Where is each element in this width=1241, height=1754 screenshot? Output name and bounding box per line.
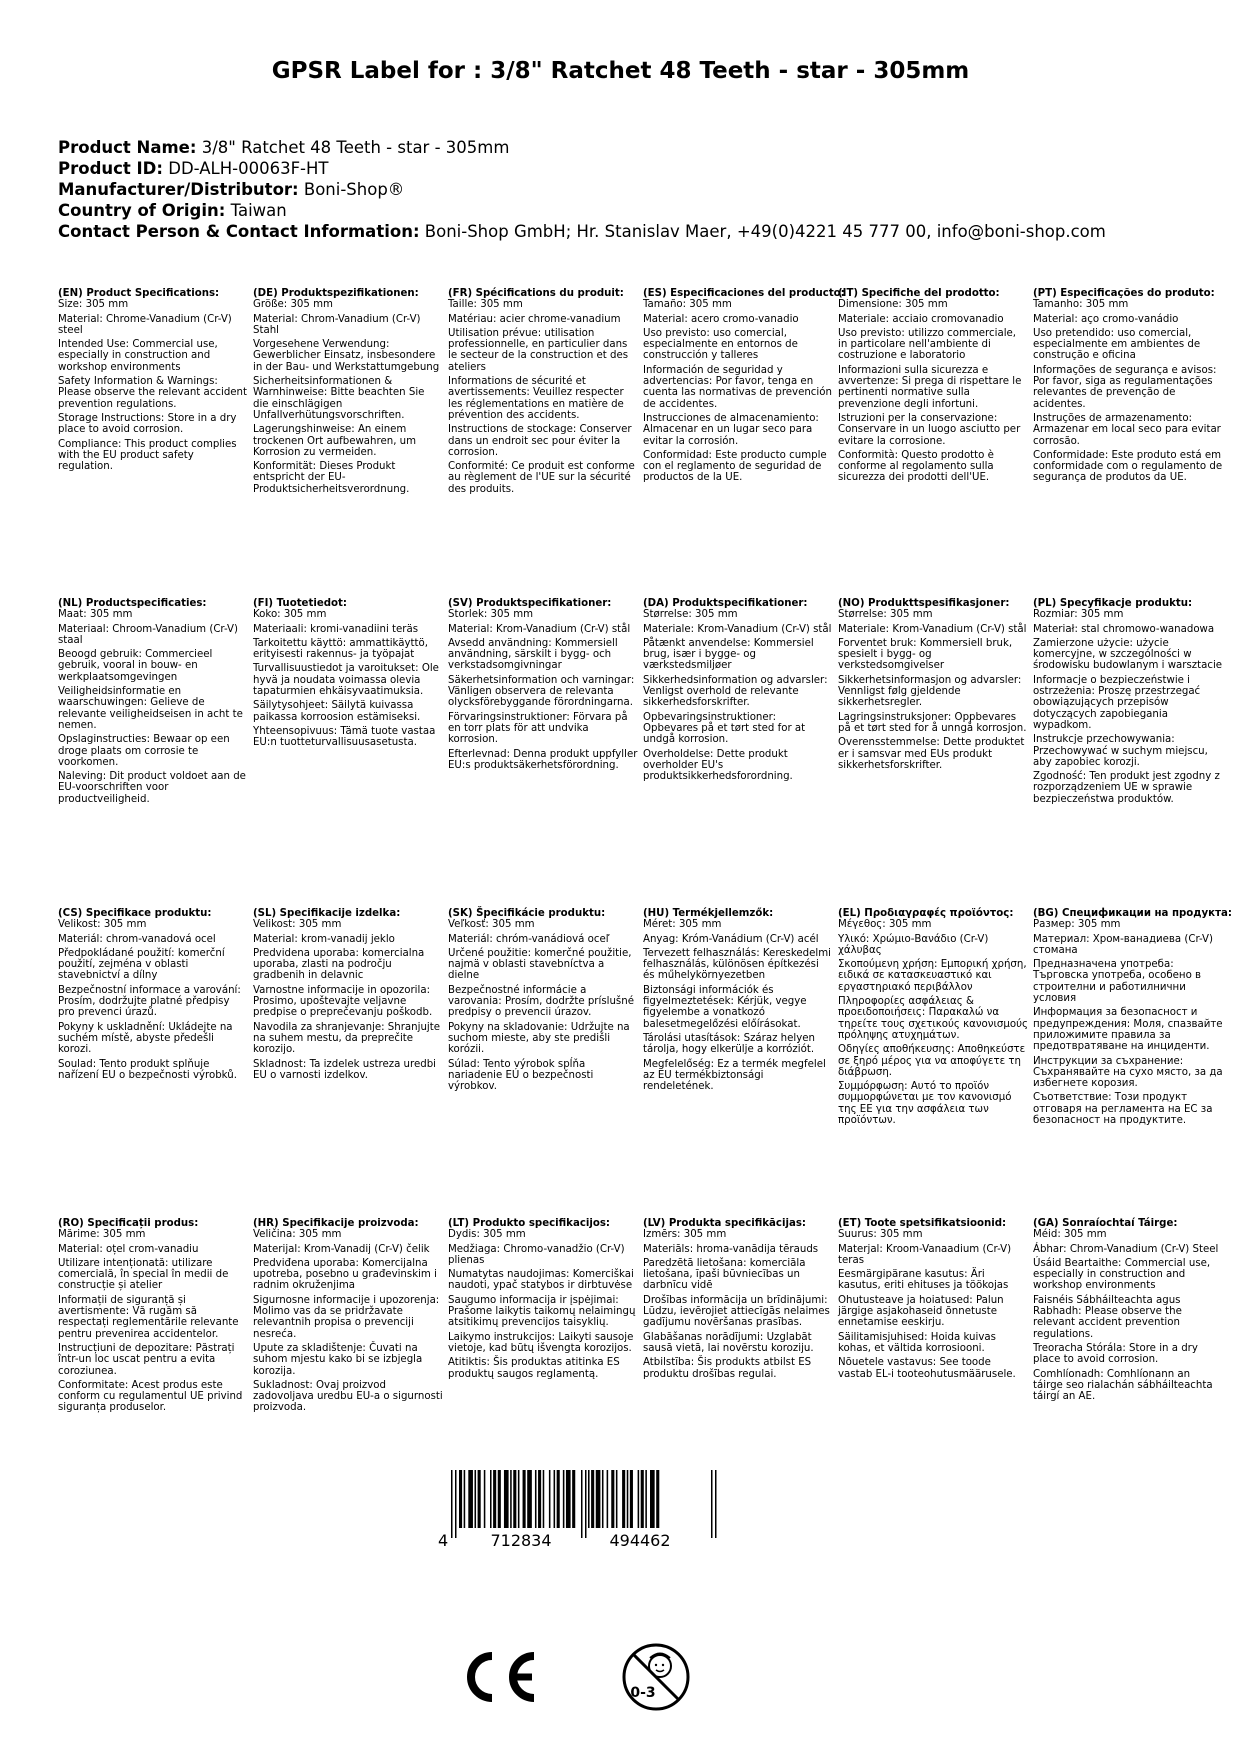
language-spec-line: Informații de siguranță și avertismente: Vă rugăm să respectați reglementările relevante pentru prevenirea accidentelor. [58,1294,239,1340]
language-heading: (LV) Produkta specifikācijas: [643,1218,806,1229]
language-spec-line: Predvidena uporaba: komercialna uporaba, zlasti na področju gradbenih in delavnic [253,947,425,982]
barcode-bar [638,1470,640,1528]
language-spec-line: Størrelse: 305 mm [643,609,738,621]
language-spec-line: Opslaginstructies: Bewaar op een droge plaats om corrosie te voorkomen. [58,734,230,768]
language-spec-line: Safety Information & Warnings: Please observe the relevant accident prevention regulations. [58,376,248,410]
language-heading: (GA) Sonraíochtaí Táirge: [1033,1218,1178,1229]
language-spec-line: Οδηγίες αποθήκευσης: Αποθηκεύστε σε ξηρό μέρος για να αποφύγετε τη διάβρωση. [838,1044,1026,1078]
language-spec-line: Yhteensopivuus: Tämä tuote vastaa EU:n tuotteturvallisuusasetusta. [253,725,436,749]
language-block [58,598,248,808]
language-spec-line: Materiale: acciaio cromovanadio [838,313,1004,325]
language-spec-line: Instrukcje przechowywania: Przechowywać w suchym miejscu, aby zapobiec korozji. [1033,734,1208,768]
language-spec-line: Ábhar: Chrom-Vanadium (Cr-V) Steel [1033,1243,1219,1255]
language-heading: (IT) Specifiche del prodotto: [838,288,1000,299]
language-spec-line: Overensstemmelse: Dette produktet er i samsvar med EUs produkt sikkerhetsforskrifter. [838,737,1025,771]
language-spec-line: Atitiktis: Šis produktas atitinka ES produktų saugos reglamentą. [448,1357,620,1380]
language-spec-line: Tárolási utasítások: Száraz helyen tárolja, hogy elkerülje a korróziót. [643,1032,815,1056]
language-spec-line: Dydis: 305 mm [448,1229,526,1241]
language-spec-line: Material: Krom-Vanadium (Cr-V) stål [448,623,631,635]
manufacturer-label: Manufacturer/Distributor: [58,180,299,199]
language-spec-line: Pokyny na skladovanie: Udržujte na suchom mieste, aby ste predišli korózii. [448,1021,630,1056]
language-spec-line: Instrucțiuni de depozitare: Păstrați într-un loc uscat pentru a evita coroziunea. [58,1342,235,1377]
language-heading: (PL) Specyfikacje produktu: [1033,598,1193,609]
language-block [643,1218,833,1383]
barcode-bar [650,1470,655,1528]
language-block [448,598,638,774]
language-spec-line: Soulad: Tento produkt splňuje nařízení EU o bezpečnosti výrobků. [58,1058,237,1081]
language-spec-line: Material: Chrom-Vanadium (Cr-V) Stahl [253,313,421,336]
language-heading: (EN) Product Specifications: [58,288,220,299]
language-spec-line: Beoogd gebruik: Commercieel gebruik, vooral in bouw- en werkplaatsomgevingen [58,649,213,683]
language-block [1033,288,1223,487]
barcode-bar [490,1470,492,1528]
language-spec-line: Eesmärgipärane kasutus: Äri kasutus, eriti ehituses ja töökojas [838,1269,1009,1292]
language-spec-line: Veličina: 305 mm [253,1229,342,1241]
language-spec-line: Conformità: Questo prodotto è conforme al regolamento sulla sicurezza dei prodotti dell'UE. [838,449,994,484]
barcode-bar [468,1470,473,1528]
barcode-bar [464,1470,466,1528]
language-block [58,1218,248,1417]
language-spec-line: Informations de sécurité et avertissements: Veuillez respecter les réglementations en matière de prévention des accidents. [448,376,624,421]
language-spec-line: Comhlíonadh: Comhlíonann an táirge seo rialachán sábháilteachta táirgí an AE. [1033,1368,1213,1403]
language-spec-line: Sikkerhetsinformasjon og advarsler: Vennligst følg gjeldende sikkerhetsregler. [838,674,1022,709]
language-block [838,598,1028,774]
language-spec-line: Tamaño: 305 mm [643,299,732,311]
barcode [435,1470,735,1550]
language-spec-line: Materjal: Kroom-Vanaadium (Cr-V) teras [838,1243,1012,1266]
language-block [838,288,1028,487]
language-spec-line: Súlad: Tento výrobok spĺňa nariadenie EÚ o bezpečnosti výrobkov. [448,1058,594,1093]
barcode-bar [563,1470,565,1528]
language-spec-line: Predviđena uporaba: Komercijalna upotreba, posebno u građevinskim i radnim okruženjima [253,1257,437,1292]
barcode-bar [518,1470,520,1528]
language-spec-line: Πληροφορίες ασφάλειας & προειδοποιήσεις: Παρακαλώ να τηρείτε τους σχετικούς κανονισμούς πρόληψης ατυχημάτων. [838,996,1028,1041]
barcode-bar [622,1470,625,1528]
barcode-bar [607,1470,609,1528]
language-spec-line: Megfelelőség: Ez a termék megfelel az EU termékbiztonsági rendeletének. [643,1058,826,1093]
language-spec-line: Compliance: This product complies with the EU product safety regulation. [58,438,237,473]
language-heading: (EL) Προδιαγραφές προϊόντος: [838,908,1014,919]
language-spec-line: Avsedd användning: Kommersiell användning, särskilt i bygg- och verkstadsomgivningar [448,637,618,672]
language-spec-line: Sikkerhedsinformation og advarsler: Venligst overhold de relevante sikkerhedsforskrifter. [643,674,828,709]
language-spec-line: Vorgesehene Verwendung: Gewerblicher Einsatz, insbesondere in der Bau- und Werkstattumgebung [253,339,440,373]
product-name-value: 3/8" Ratchet 48 Teeth - star - 305mm [201,138,510,157]
barcode-first-digit: 4 [438,1531,449,1550]
language-heading: (BG) Спецификации на продукта: [1033,908,1232,919]
language-spec-line: Intended Use: Commercial use, especially in construction and workshop environments [58,339,218,373]
language-block [448,908,638,1095]
language-spec-line: Rozmiar: 305 mm [1033,609,1124,621]
language-spec-line: Instructions de stockage: Conserver dans un endroit sec pour éviter la corrosion. [448,424,632,458]
language-heading: (FR) Spécifications du produit: [448,288,624,299]
barcode-bar [566,1470,571,1528]
language-spec-line: Předpokládané použití: komerční použití, zejména v oblasti stavebnictví a dílny [58,947,225,982]
barcode-bar [627,1470,629,1528]
language-spec-line: Méid: 305 mm [1033,1229,1107,1241]
language-spec-line: Материал: Хром-ванадиева (Cr-V) стомана [1033,933,1214,956]
language-spec-line: Säilitamisjuhised: Hoida kuivas kohas, et vältida korrosiooni. [838,1331,996,1354]
language-spec-line: Úsáid Beartaithe: Commercial use, especially in construction and workshop environments [1033,1257,1211,1292]
language-spec-line: Sigurnosne informacije i upozorenja: Molimo vas da se pridržavate relevantnih propisa o prevenciji nesreća. [253,1294,440,1340]
language-spec-line: Material: acero cromo-vanadio [643,313,799,325]
language-spec-line: Materijal: Krom-Vanadij (Cr-V) čelik [253,1243,430,1255]
language-spec-line: Veľkosť: 305 mm [448,919,535,931]
language-heading: (LT) Produkto specifikacijos: [448,1218,610,1229]
language-spec-line: Saugumo informacija ir įspėjimai: Prašome laikytis taikomų nelaimingų atsitikimų prevencijos taisyklių. [448,1294,636,1329]
language-block [643,908,833,1095]
not-for-children-0-3-icon [620,1641,692,1713]
barcode-guard-bar [715,1470,717,1538]
language-spec-line: Συμμόρφωση: Αυτό το προϊόν συμμορφώνεται με τον κανονισμό της ΕΕ για την ασφάλεια των προϊόντων. [838,1081,1012,1127]
language-spec-line: Upute za skladištenje: Čuvati na suhom mjestu kako bi se izbjegla korozija. [253,1342,423,1377]
contact-label: Contact Person & Contact Information: [58,222,420,241]
language-spec-line: Größe: 305 mm [253,299,333,311]
barcode-bar [538,1470,541,1528]
language-spec-line: Nõuetele vastavus: See toode vastab EL-i tooteohutusmäärusele. [838,1357,1016,1380]
language-spec-line: Suurus: 305 mm [838,1229,923,1241]
language-spec-line: Σκοπούμενη χρήση: Εμπορική χρήση, ειδικά σε κατασκευαστικό και εργαστηριακό περιβάλλον [838,959,1027,993]
language-spec-line: Uso pretendido: uso comercial, especialmente em ambientes de construção e oficina [1033,327,1201,362]
language-heading: (SK) Špecifikácie produktu: [448,908,606,919]
language-block [643,288,845,487]
language-heading: (HU) Termékjellemzők: [643,908,774,919]
language-spec-line: Sukladnost: Ovaj proizvod zadovoljava uredbu EU-a o sigurnosti proizvoda. [253,1379,443,1414]
language-spec-line: Dimensione: 305 mm [838,299,948,311]
language-spec-line: Materiāls: hroma-vanādija tērauds [643,1243,819,1255]
barcode-bar [510,1470,512,1528]
language-spec-line: Размер: 305 mm [1033,919,1121,931]
barcode-bar [549,1470,551,1528]
language-spec-line: Storlek: 305 mm [448,609,534,621]
barcode-bar [611,1470,614,1528]
language-spec-line: Naleving: Dit product voldoet aan de EU-voorschriften voor productveiligheid. [58,771,246,805]
language-block [448,288,638,498]
barcode-bar [459,1470,462,1528]
language-spec-line: Informações de segurança e avisos: Por favor, siga as regulamentações relevantes de prevenção de acidentes. [1033,364,1217,410]
language-spec-line: Forventet bruk: Kommersiell bruk, spesielt i bygg- og verkstedsomgivelser [838,637,1013,672]
language-heading: (NO) Produkttspesifikasjoner: [838,598,1010,609]
language-spec-line: Información de seguridad y advertencias: Por favor, tenga en cuenta las normativas de prevención de accidentes. [643,364,832,410]
language-spec-line: Säkerhetsinformation och varningar: Vänligen observera de relevanta olycksförebyggande förordningarna. [448,674,635,709]
language-block [448,1218,638,1383]
language-spec-line: Förvaringsinstruktioner: Förvara på en torr plats för att undvika korrosion. [448,711,628,746]
language-spec-line: Koko: 305 mm [253,609,327,621]
barcode-guard-bar [711,1470,713,1538]
barcode-bars [451,1470,717,1538]
language-spec-line: Säilytysohjeet: Säilytä kuivassa paikassa korroosion estämiseksi. [253,700,421,723]
language-spec-line: Lagringsinstruksjoner: Oppbevares på et tørt sted for å unngå korrosjon. [838,711,1027,734]
language-heading: (HR) Specifikacije proizvoda: [253,1218,419,1229]
barcode-bar [630,1470,633,1528]
contact-value: Boni-Shop GmbH; Hr. Stanislav Maer, +49(0)4221 45 777 00, info@boni-shop.com [424,222,1106,241]
language-spec-line: Bezpečnostní informace a varování: Prosím, dodržujte platné předpisy pro prevenci úrazů. [58,984,241,1019]
language-spec-line: Storage Instructions: Store in a dry place to avoid corrosion. [58,412,237,436]
barcode-bar [616,1470,618,1528]
product-name-row [58,137,1198,158]
language-spec-line: Glabāšanas norādījumi: Uzglabāt sausā vietā, lai novērstu koroziju. [643,1331,814,1354]
country-label: Country of Origin: [58,201,226,220]
language-spec-line: Mărime: 305 mm [58,1229,146,1241]
barcode-bar [493,1470,496,1528]
language-spec-line: Информация за безопасност и предупреждения: Моля, спазвайте приложимите правила за предотвратяване на инциденти. [1033,1007,1223,1053]
language-spec-line: Velikost: 305 mm [253,919,342,931]
barcode-bar [475,1470,477,1528]
barcode-bar [543,1470,545,1528]
barcode-bar [478,1470,481,1528]
barcode-bar [535,1470,537,1528]
language-spec-line: Μέγεθος: 305 mm [838,919,932,931]
language-spec-line: Instruções de armazenamento: Armazenar em local seco para evitar corrosão. [1033,412,1221,447]
language-spec-line: Material: oțel crom-vanadiu [58,1243,199,1255]
product-info [58,137,1198,242]
language-block [253,598,443,752]
barcode-bar [596,1470,601,1528]
country-value: Taiwan [230,201,287,220]
language-heading: (DE) Produktspezifikationen: [253,288,419,299]
language-spec-line: Navodila za shranjevanje: Shranjujte na suhem mestu, da preprečite korozijo. [253,1021,441,1056]
language-block [253,1218,443,1417]
language-block [1033,598,1223,808]
language-block [58,908,248,1084]
language-spec-line: Påtænkt anvendelse: Kommersiel brug, især i bygge- og værkstedsmiljøer [643,637,814,672]
language-spec-line: Maat: 305 mm [58,609,133,621]
language-spec-line: Material: Chrome-Vanadium (Cr-V) steel [58,313,232,336]
page-title: GPSR Label for : 3/8" Ratchet 48 Teeth - star - 305mm [271,58,970,84]
contact-row [58,221,1198,242]
barcode-bar [602,1470,604,1528]
language-spec-line: Utilisation prévue: utilisation professionnelle, en particulier dans le secteur de la construction et des ateliers [448,327,629,373]
language-heading: (FI) Tuotetiedot: [253,598,347,609]
language-spec-line: Overholdelse: Dette produkt overholder EU's produktsikkerhedsforordning. [643,748,793,783]
language-spec-line: Materiale: Krom-Vanadium (Cr-V) stål [838,623,1027,635]
barcode-bar [572,1470,575,1528]
language-spec-line: Skladnost: Ta izdelek ustreza uredbi EU o varnosti izdelkov. [253,1058,437,1081]
language-spec-line: Materiaali: kromi-vanadiini teräs [253,623,419,635]
language-spec-line: Conformidade: Este produto está em conformidade com o regulamento de segurança de produtos da UE. [1033,449,1223,484]
language-spec-line: Предназначена употреба: Търговска употреба, особено в строителни и работилнични условия [1033,959,1202,1005]
barcode-guard-bar [451,1470,453,1538]
language-spec-line: Matériau: acier chrome-vanadium [448,313,621,325]
language-spec-line: Taille: 305 mm [448,299,523,311]
language-spec-line: Υλικό: Χρώμιο-Βανάδιο (Cr-V) χάλυβας [838,933,989,956]
language-block [838,908,1028,1129]
language-spec-line: Zgodność: Ten produkt jest zgodny z rozporządzeniem UE w sprawie bezpieczeństwa produktów. [1033,771,1220,805]
language-heading: (PT) Especificações do produto: [1033,288,1215,299]
language-spec-line: Uso previsto: utilizzo commerciale, in particolare nell'ambiente di costruzione e laboratorio [838,327,1017,362]
language-block [253,908,443,1084]
language-spec-line: Informacje o bezpieczeństwie i ostrzeżenia: Proszę przestrzegać obowiązujących przepisów dotyczących zapobiegania wypadkom. [1033,674,1201,731]
language-spec-line: Инструкции за съхранение: Съхранявайте на сухо място, за да избегнете корозия. [1033,1055,1223,1090]
language-spec-line: Izmērs: 305 mm [643,1229,727,1241]
language-spec-line: Určené použitie: komerčné použitie, najmä v oblasti stavebníctva a dielne [448,947,632,982]
language-spec-line: Ohutusteave ja hoiatused: Palun järgige asjakohaseid õnnetuste ennetamise eeskirju. [838,1294,1004,1329]
language-spec-line: Anyag: Króm-Vanádium (Cr-V) acél [643,933,819,945]
language-spec-line: Conformité: Ce produit est conforme au règlement de l'UE sur la sécurité des produits. [448,461,635,495]
language-spec-line: Istruzioni per la conservazione: Conservare in un luogo asciutto per evitare la corrosione. [838,412,1021,447]
language-spec-line: Medžiaga: Chromo-vanadžio (Cr-V) plienas [448,1243,625,1266]
language-spec-line: Tervezett felhasználás: Kereskedelmi felhasználás, különösen építkezési és műhelykörnyezetben [643,947,831,982]
language-spec-line: Utilizare intenționată: utilizare comercială, în special în medii de construcție și atelier [58,1257,229,1292]
barcode-bar [504,1470,509,1528]
language-spec-line: Efterlevnad: Denna produkt uppfyller EU:s produktsäkerhetsförordning. [448,748,638,771]
language-heading: (SL) Specifikacije izdelka: [253,908,401,919]
barcode-bar [554,1470,556,1528]
barcode-bar [484,1470,486,1528]
language-block [643,598,833,785]
language-heading: (DA) Produktspecifikationer: [643,598,808,609]
manufacturer-row [58,179,1198,200]
language-spec-line: Zamierzone użycie: użycie komercyjne, w szczególności w środowisku budowlanym i warsztacie [1033,637,1223,672]
barcode-guard-bar [455,1470,457,1538]
language-spec-line: Faisnéis Sábháilteachta agus Rabhadh: Please observe the relevant accident prevention regulations. [1033,1294,1182,1340]
language-spec-line: Bezpečnostné informácie a varovania: Prosím, dodržte príslušné predpisy o prevencii úrazov. [448,984,634,1019]
product-id-row [58,158,1198,179]
manufacturer-value: Boni-Shop® [303,180,405,199]
language-spec-line: Material: krom-vanadij jeklo [253,933,395,945]
barcode-bar [588,1470,590,1528]
barcode-bar [527,1470,532,1528]
language-spec-line: Størrelse: 305 mm [838,609,933,621]
barcode-bar [498,1470,501,1528]
language-spec-line: Varnostne informacije in opozorila: Prosimo, upoštevajte veljavne predpise o preprečevanju poškodb. [253,984,433,1019]
language-spec-line: Съответствие: Този продукт отговаря на регламента на ЕС за безопасност на продуктите. [1033,1092,1213,1127]
language-spec-line: Size: 305 mm [58,299,129,311]
language-block [1033,908,1232,1129]
barcode-bar [645,1470,647,1528]
language-spec-line: Biztonsági információk és figyelmeztetések: Kérjük, vegye figyelembe a vonatkozó balesetmegelőzési előírásokat. [643,984,807,1030]
language-spec-line: Conformitate: Acest produs este conform cu regulamentul UE privind siguranța produselor. [58,1379,243,1414]
language-spec-line: Treoracha Stórála: Store in a dry place to avoid corrosion. [1033,1342,1198,1366]
language-spec-line: Tarkoitettu käyttö: ammattikäyttö, erityisesti rakennus- ja työpajat [253,637,429,661]
barcode-bar [513,1470,516,1528]
svg-text:0-3: 0-3 [630,1685,656,1701]
language-spec-line: Instrucciones de almacenamiento: Almacenar en un lugar seco para evitar la corrosión. [643,412,819,447]
language-spec-line: Pokyny k uskladnění: Ukládejte na suchém místě, abyste předešli korozi. [58,1021,233,1056]
language-spec-line: Atbilstība: Šis produkts atbilst ES produktu drošības regulai. [643,1357,812,1380]
barcode-right-group: 494462 [609,1531,671,1550]
language-spec-line: Material: aço cromo-vanádio [1033,313,1179,325]
barcode-guard-bar [581,1470,583,1538]
language-spec-line: Materiał: stal chromowo-wanadowa [1033,623,1215,635]
language-spec-line: Conformidad: Este producto cumple con el reglamento de seguridad de productos de la UE. [643,449,827,484]
country-row [58,200,1198,221]
product-name-label: Product Name: [58,138,197,157]
language-heading: (SV) Produktspecifikationer: [448,598,612,609]
language-spec-line: Materiál: chróm-vanádiová oceľ [448,933,610,945]
language-block [58,288,248,475]
language-spec-line: Drošības informācija un brīdinājumi: Lūdzu, ievērojiet attiecīgās nelaimes gadījumu novēršanas prasības. [643,1294,830,1329]
barcode-bar [641,1470,644,1528]
language-spec-line: Veiligheidsinformatie en waarschuwingen: Gelieve de relevante veiligheidseisen in acht te nemen. [58,686,243,731]
language-spec-line: Turvallisuustiedot ja varoitukset: Ole hyvä ja noudata voimassa olevia tapaturmien ehkäisyvaatimuksia. [253,663,439,698]
ce-mark-icon [452,1648,544,1706]
language-spec-line: Tamanho: 305 mm [1033,299,1129,311]
barcode-guard-bar [585,1470,587,1538]
language-heading: (ET) Toote spetsifikatsioonid: [838,1218,1007,1229]
language-spec-line: Méret: 305 mm [643,919,722,931]
language-spec-line: Informazioni sulla sicurezza e avvertenze: Si prega di rispettare le pertinenti normative sulla prevenzione degli infortuni. [838,364,1022,410]
barcode-bar [523,1470,526,1528]
language-block [1033,1218,1223,1405]
language-heading: (NL) Productspecificaties: [58,598,207,609]
product-id-value: DD-ALH-00063F-HT [168,159,329,178]
language-heading: (CS) Specifikace produktu: [58,908,212,919]
language-spec-line: Numatytas naudojimas: Komerciškai naudoti, ypač statybos ir dirbtuvėse [448,1269,634,1292]
language-block [253,288,443,498]
language-spec-line: Materiál: chrom-vanadová ocel [58,933,216,945]
language-spec-line: Paredzētā lietošana: komerciāla lietošana, īpaši būvniecības un darbnīcu vidē [643,1257,806,1292]
product-id-label: Product ID: [58,159,163,178]
barcode-bar [557,1470,560,1528]
barcode-bar [656,1470,659,1528]
language-spec-line: Materiale: Krom-Vanadium (Cr-V) stål [643,623,832,635]
language-spec-line: Laikymo instrukcijos: Laikyti sausoje vietoje, kad būtų išvengta korozijos. [448,1331,634,1354]
language-spec-line: Materiaal: Chroom-Vanadium (Cr-V) staal [58,623,238,646]
language-block [838,1218,1028,1383]
language-spec-line: Konformität: Dieses Produkt entspricht der EU-Produktsicherheitsverordnung. [253,461,410,495]
language-spec-line: Uso previsto: uso comercial, especialmente en entornos de construcción y talleres [643,327,798,362]
language-spec-line: Opbevaringsinstruktioner: Opbevares på et tørt sted for at undgå korrosion. [643,711,806,746]
language-spec-line: Sicherheitsinformationen & Warnhinweise: Bitte beachten Sie die einschlägigen Unfallverhütungsvorschriften. [253,376,425,421]
language-spec-line: Lagerungshinweise: An einem trockenen Ort aufbewahren, um Korrosion zu vermeiden. [253,424,417,458]
language-heading: (RO) Specificații produs: [58,1218,199,1229]
barcode-left-group: 712834 [490,1531,552,1550]
language-heading: (ES) Especificaciones del producto: [643,288,845,299]
barcode-bar [591,1470,594,1528]
language-spec-line: Velikost: 305 mm [58,919,147,931]
